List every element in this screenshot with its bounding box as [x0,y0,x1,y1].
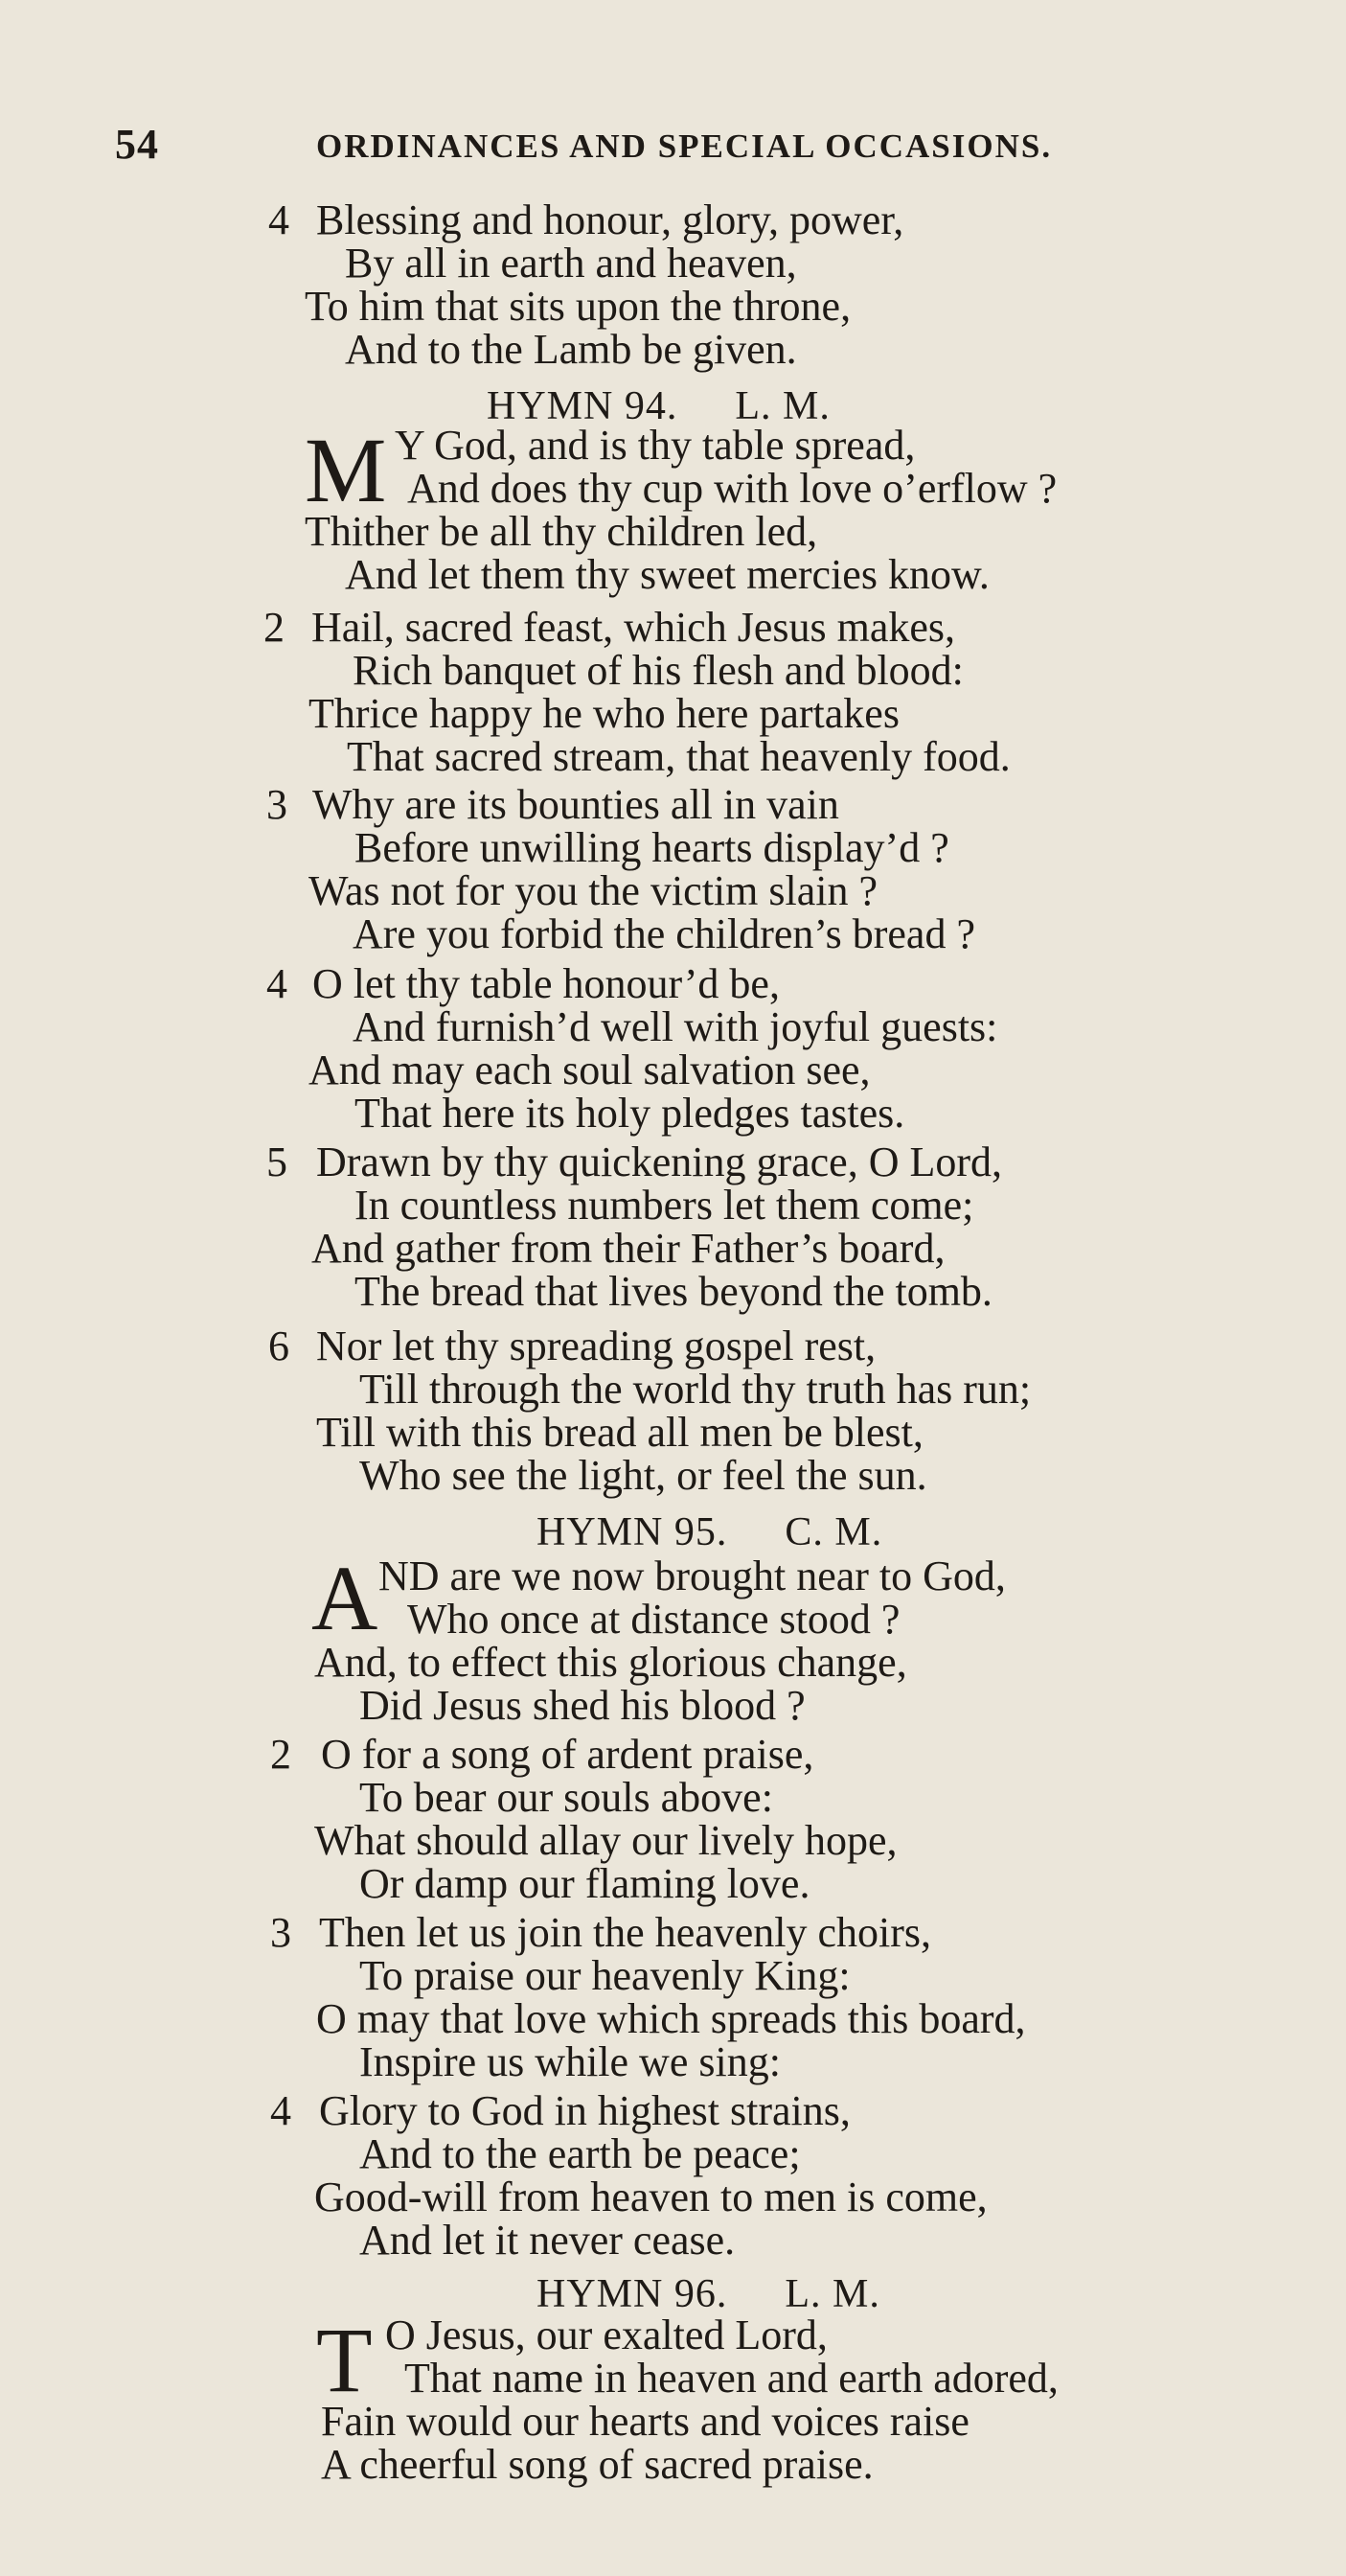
verse-number: 3 [266,781,287,828]
verse-line: And, to effect this glorious change, [314,1639,907,1686]
verse-line: What should allay our lively hope, [314,1817,898,1864]
verse-line: And furnish’d well with joyful guests: [353,1003,998,1050]
verse-line: Nor let thy spreading gospel rest, [316,1322,877,1369]
verse-line: Before unwilling hearts display’d ? [354,824,949,871]
verse-line: ND are we now brought near to God, [378,1552,1006,1599]
verse-number: 4 [266,960,287,1007]
verse-line: And does thy cup with love o’erflow ? [407,465,1058,512]
verse-line: Fain would our hearts and voices raise [321,2398,970,2445]
hymn-meter: L. M. [735,384,831,428]
verse-line: Good-will from heaven to men is come, [314,2174,988,2220]
verse-line: Did Jesus shed his blood ? [359,1682,806,1729]
hymn-title: HYMN 94. [487,384,678,428]
verse-line: O let thy table honour’d be, [312,960,780,1007]
verse-number: 6 [268,1322,289,1369]
verse-line: Till with this bread all men be blest, [316,1409,924,1456]
verse-line: Rich banquet of his flesh and blood: [353,647,964,694]
verse-line: Hail, sacred feast, which Jesus makes, [311,604,956,651]
verse-line: And let it never cease. [359,2217,736,2264]
drop-cap: M [305,419,387,521]
verse-line: Why are its bounties all in vain [312,781,839,828]
verse-line: Was not for you the victim slain ? [308,867,878,914]
verse-line: Then let us join the heavenly choirs, [319,1909,932,1956]
verse-line: O Jesus, our exalted Lord, [385,2312,828,2358]
verse-number: 4 [268,196,289,243]
verse-line: Are you forbid the children’s bread ? [353,910,975,957]
verse-number: 5 [266,1138,287,1185]
verse-line: Or damp our flaming love. [359,1860,810,1907]
verse-line: And to the earth be peace; [359,2130,801,2177]
verse-line: To him that sits upon the throne, [305,283,852,330]
verse-line: Glory to God in highest strains, [319,2087,851,2134]
hymn-95-heading [536,1509,882,1555]
page-number: 54 [115,121,159,168]
verse-line: And may each soul salvation see, [308,1046,871,1093]
verse-line: And to the Lamb be given. [345,326,797,373]
verse-line: Inspire us while we sing: [359,2038,781,2085]
hymn-meter: C. M. [785,1510,883,1554]
verse-line: In countless numbers let them come; [354,1182,974,1229]
verse-line: Who see the light, or feel the sun. [359,1452,927,1499]
verse-number: 2 [270,1731,291,1778]
verse-number: 3 [270,1909,291,1956]
verse-line: The bread that lives beyond the tomb. [354,1268,992,1315]
verse-number: 4 [270,2087,291,2134]
verse-line: Y God, and is thy table spread, [395,422,916,469]
verse-line: That here its holy pledges tastes. [354,1090,905,1137]
verse-line: And gather from their Father’s board, [311,1225,946,1272]
verse-line: To bear our souls above: [359,1774,773,1821]
hymn-96-heading [536,2271,880,2317]
verse-line: Blessing and honour, glory, power, [316,196,904,243]
hymn-title: HYMN 95. [536,1510,728,1554]
verse-line: Till through the world thy truth has run; [359,1366,1032,1413]
hymn-meter: L. M. [785,2272,880,2316]
drop-cap: A [311,1547,378,1649]
drop-cap: T [316,2309,373,2411]
verse-line: Who once at distance stood ? [407,1596,901,1643]
verse-line: Drawn by thy quickening grace, O Lord, [316,1138,1003,1185]
verse-line: That name in heaven and earth adored, [404,2355,1059,2402]
verse-line: O may that love which spreads this board, [316,1995,1026,2042]
verse-number: 2 [263,604,285,651]
verse-line: Thrice happy he who here partakes [308,690,900,737]
verse-line: To praise our heavenly King: [359,1952,851,1999]
verse-line: By all in earth and heaven, [345,240,797,287]
verse-line: Thither be all thy children led, [305,508,818,555]
verse-line: That sacred stream, that heavenly food. [347,733,1011,780]
verse-line: And let them thy sweet mercies know. [345,551,990,598]
verse-line: O for a song of ardent praise, [321,1731,814,1778]
verse-line: A cheerful song of sacred praise. [321,2441,874,2488]
running-title: ORDINANCES AND SPECIAL OCCASIONS. [316,127,1053,165]
hymn-title: HYMN 96. [536,2272,728,2316]
